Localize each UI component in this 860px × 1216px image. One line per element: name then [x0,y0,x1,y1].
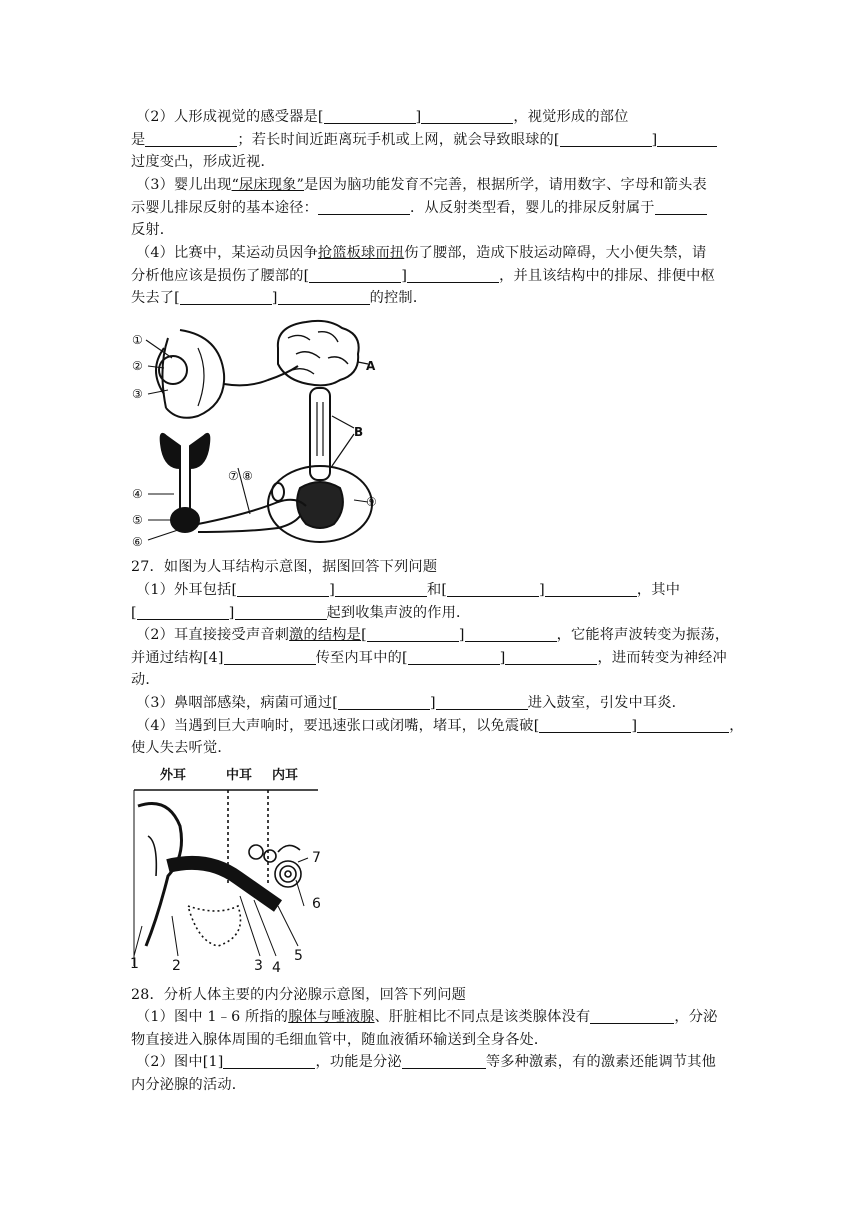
answer-blank [367,625,459,642]
fig1-label-4: ④ [132,487,143,501]
fig2-header-middle: 中耳 [226,768,253,783]
fig1-label-2: ② [132,359,143,373]
q27-p2-line1: （2）耳直接接受声音刺激的结构是[ ] ，它能将声波转变为振荡， [136,627,730,643]
fig2-num-6: 6 [312,896,321,912]
answer-blank [180,288,272,305]
answer-blank [145,130,237,147]
q26-p3-line3: 反射． [131,222,175,238]
q27-p1-line1: （1）外耳包括[ ] 和[ ] ，其中 [136,582,681,598]
fig2-num-7: 7 [312,850,321,866]
answer-blank [335,580,427,597]
answer-blank [408,648,500,665]
q28-title: 28．分析人体主要的内分泌腺示意图，回答下列问题 [131,987,466,1003]
fig1-label-A: A [366,359,376,373]
answer-blank [318,198,410,215]
answer-blank [235,603,327,620]
answer-blank [421,107,513,124]
q28-p2-line1: （2）图中[1] ，功能是分泌 等多种激素，有的激素还能调节其他 [136,1054,717,1070]
q26-p4-line3: 失去了[ ] 的控制． [131,290,428,306]
ear-structure-figure [128,766,328,976]
fig1-label-1: ① [132,333,143,347]
q26-p4-line2: 分析他应该是损伤了腰部的[ ] ，并且该结构中的排尿、排便中枢 [131,268,715,284]
fig2-header-outer: 外耳 [160,768,187,783]
q26-p2-line1: （2）人形成视觉的感受器是[ ] ，视觉形成的部位 [136,109,629,125]
answer-blank [545,580,637,597]
answer-blank [237,580,329,597]
q26-p3-line1: （3）婴儿出现“尿床现象”是因为脑功能发育不完善，根据所学，请用数字、字母和箭头表 [136,177,707,193]
fig1-label-3: ③ [132,387,143,401]
answer-blank [309,266,401,283]
q27-p3: （3）鼻咽部感染，病菌可通过[ ] 进入鼓室，引发中耳炎． [136,695,687,711]
answer-blank [278,288,370,305]
fig1-label-8: ⑧ [242,469,253,483]
answer-blank [223,1052,315,1069]
answer-blank [655,198,707,215]
fig2-num-2: 2 [172,958,181,974]
answer-blank [436,693,528,710]
fig1-label-6: ⑥ [132,535,143,549]
q26-p4-line1: （4）比赛中，某运动员因争抢篮板球而扭伤了腰部，造成下肢运动障碍，大小便失禁，请 [136,245,707,261]
answer-blank [447,580,539,597]
answer-blank [224,648,316,665]
q26-p3-line2: 示婴儿排尿反射的基本途径： ．从反射类型看，婴儿的排尿反射属于 [131,197,731,219]
q27-title: 27．如图为人耳结构示意图，据图回答下列问题 [131,559,438,575]
answer-blank [539,716,631,733]
fig1-label-B: B [354,425,364,439]
fig2-num-4: 4 [272,960,281,976]
fig2-num-5: 5 [294,948,303,964]
reflex-pathway-figure [128,318,378,553]
answer-blank [407,266,499,283]
q27-p2-line3: 动． [131,672,160,688]
answer-blank [590,1007,674,1024]
answer-blank [402,1052,486,1069]
answer-blank [637,716,729,733]
answer-blank [465,625,557,642]
q28-p1-line1: （1）图中 1﹣6 所指的腺体与唾液腺、肝脏相比不同点是该类腺体没有 ，分泌 [136,1009,718,1025]
fig1-label-7: ⑦ [228,469,239,483]
fig2-num-1: 1 [130,956,139,972]
answer-blank [505,648,597,665]
answer-blank [338,693,430,710]
answer-blank [657,130,717,147]
fig1-label-5: ⑤ [132,513,143,527]
q26-p2-line3: 过度变凸，形成近视． [131,154,275,170]
q28-p2-line2: 内分泌腺的活动． [131,1077,247,1093]
q26-p2-line2: 是 ；若长时间近距离玩手机或上网，就会导致眼球的[ ] [131,129,731,151]
q28-p1-line2: 物直接进入腺体周围的毛细血管中，随血液循环输送到全身各处． [131,1032,549,1048]
answer-blank [137,603,229,620]
q27-p4-line1: （4）当遇到巨大声响时，要迅速张口或闭嘴，堵耳，以免震破[ ] ， [136,718,744,734]
fig1-label-9: ⑨ [366,495,377,509]
answer-blank [560,130,652,147]
fig2-num-3: 3 [254,958,263,974]
q27-p2-line2: 并通过结构[4] 传至内耳中的[ ] ，进而转变为神经冲 [131,650,727,666]
q27-p4-line2: 使人失去听觉． [131,740,232,756]
fig2-header-inner: 内耳 [272,768,299,783]
answer-blank [324,107,416,124]
q27-p1-line2: [ ] 起到收集声波的作用． [131,605,471,621]
